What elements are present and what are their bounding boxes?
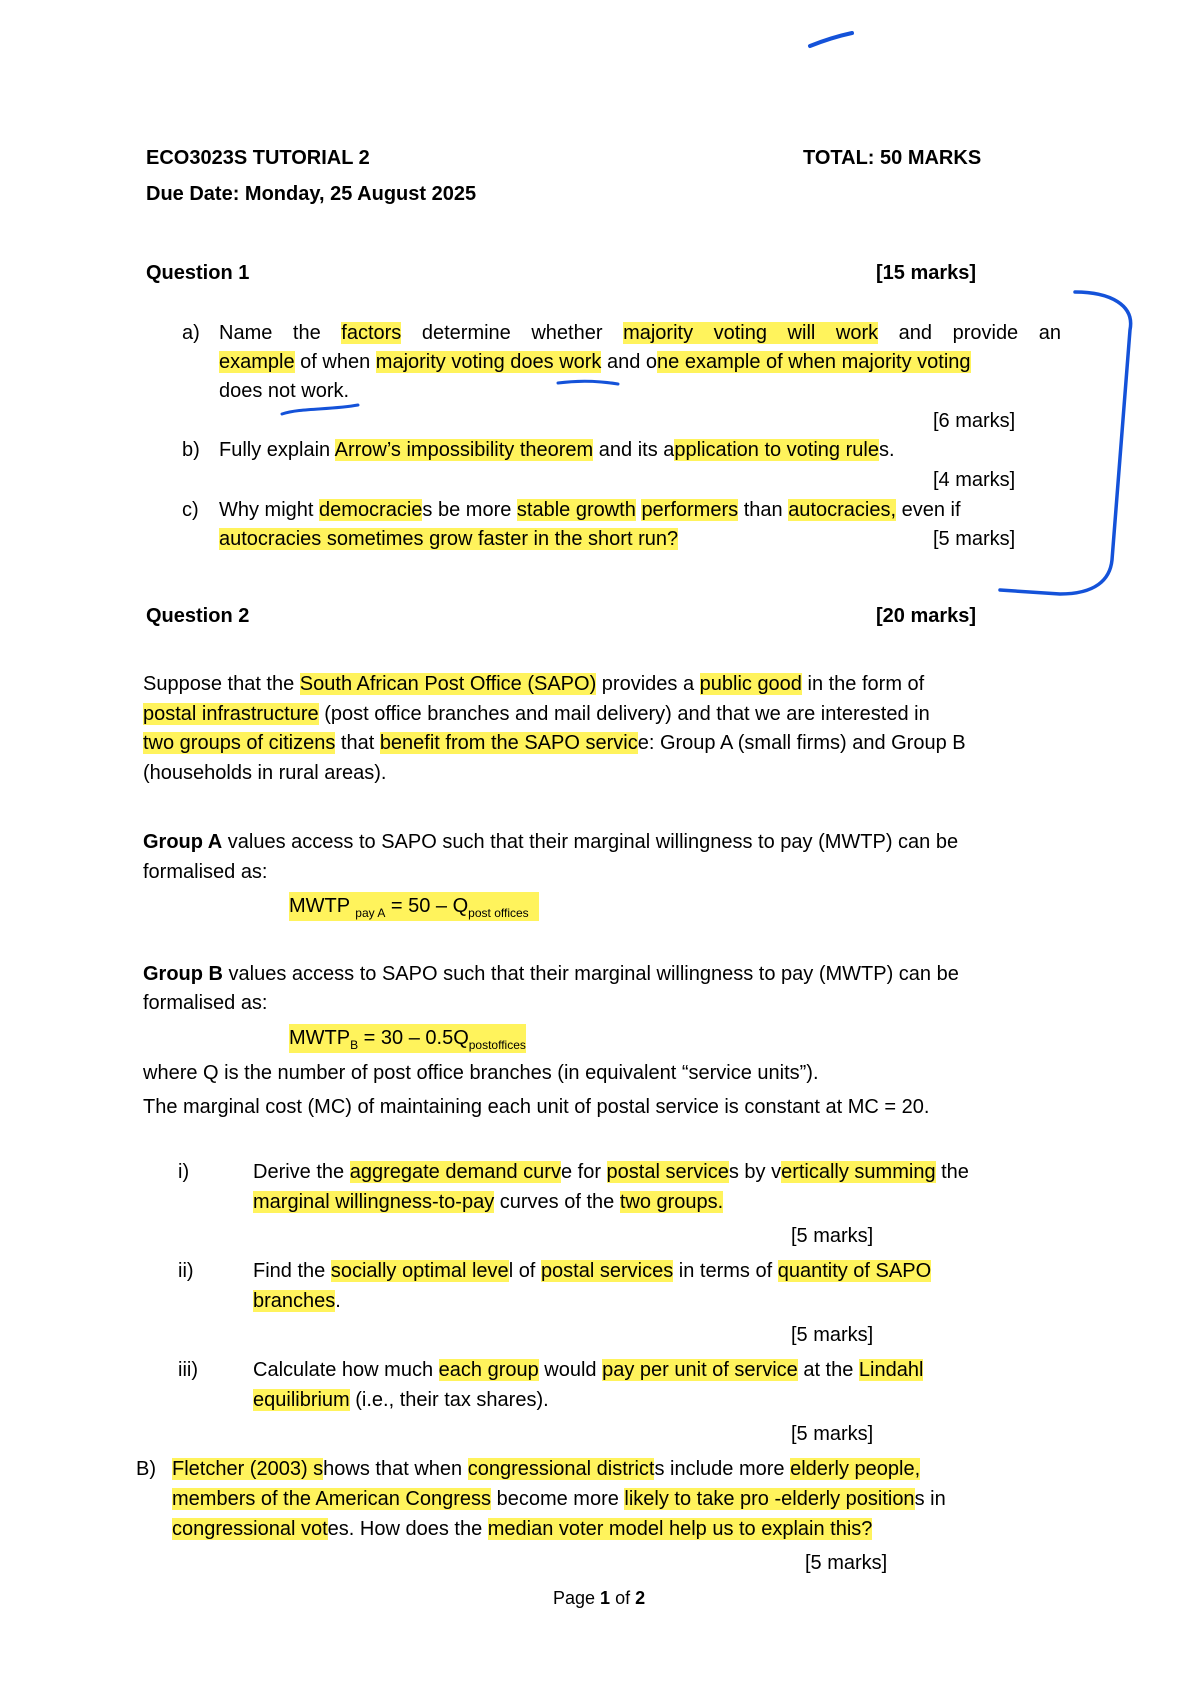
group-a-equation: MWTP $_{pay A} = 50 - Q_{post offices}$ [289,892,539,921]
item-i-line-2: marginal willingness-to-pay curves of the two groups. [253,1191,724,1213]
item-iii-line-1: Calculate how much each group would pay per unit of service at the Lindahl [253,1359,924,1381]
intro-line-3: two groups of citizens that benefit from the SAPO service: Group A (small firms) and Group B [143,732,966,754]
item-ii-label: ii) [178,1260,194,1282]
page-number: Page 1 of 2 [553,1588,646,1608]
item-B-line-2: members of the American Congress become more likely to take pro -elderly positions in [172,1488,946,1510]
question-1-title: Question 1 [146,262,250,284]
item-a-marks: [6 marks] [933,410,1016,432]
item-B-line-3: congressional votes. How does the median voter model help us to explain this? [172,1518,873,1540]
item-c-line-2: autocracies sometimes grow faster in the short run? [219,528,679,550]
total-marks: TOTAL: 50 MARKS [803,147,982,169]
item-a-line-1: Name the factors determine whether majority voting will work and provide an [219,322,1061,344]
item-i-label: i) [178,1161,190,1183]
item-B-marks: [5 marks] [805,1552,888,1574]
question-2-marks: [20 marks] [876,605,977,627]
item-B-line-1: Fletcher (2003) shows that when congressional districts include more elderly people, [172,1458,921,1480]
item-a-label: a) [182,322,200,344]
intro-line-1: Suppose that the South African Post Office (SAPO) provides a public good in the form of [143,673,925,695]
item-i-marks: [5 marks] [791,1225,874,1247]
item-c-label: c) [182,499,199,521]
due-date: Due Date: Monday, 25 August 2025 [146,183,477,205]
item-ii-line-2: branches. [253,1290,341,1312]
item-ii-line-1: Find the socially optimal level of postal services in terms of quantity of SAPO [253,1260,932,1282]
item-c-line-1: Why might democracies be more stable growth performers than autocracies, even if [219,499,961,521]
item-b-marks: [4 marks] [933,469,1016,491]
intro-line-4: (households in rural areas). [143,762,387,784]
item-i-line-1: Derive the aggregate demand curve for postal services by vertically summing the [253,1161,969,1183]
item-iii-line-2: equilibrium (i.e., their tax shares). [253,1389,549,1411]
group-a-line-2: formalised as: [143,861,268,883]
pen-underline-not-work [282,405,358,414]
group-b-line-2: formalised as: [143,992,268,1014]
pen-dash-top [810,33,852,46]
item-ii-marks: [5 marks] [791,1324,874,1346]
question-1-marks: [15 marks] [876,262,977,284]
pen-underline-does-work [558,381,618,384]
group-b-line-1: Group B values access to SAPO such that their marginal willingness to pay (MWTP) can be [143,963,959,985]
item-b-label: b) [182,439,200,461]
question-2-title: Question 2 [146,605,250,627]
item-a-line-2: example of when majority voting does work and one example of when majority voting [219,351,971,373]
item-c-marks: [5 marks] [933,528,1016,550]
intro-line-2: postal infrastructure (post office branches and mail delivery) and that we are interested in [143,703,930,725]
marginal-cost-text: The marginal cost (MC) of maintaining each unit of postal service is constant at MC = 20. [143,1096,930,1118]
group-b-equation: $MWTP_B = 30 - 0.5Q_{postoffices}$ [289,1024,526,1053]
course-title: ECO3023S TUTORIAL 2 [146,147,370,169]
item-B-label: B) [136,1458,156,1480]
item-iii-label: iii) [178,1359,198,1381]
item-iii-marks: [5 marks] [791,1423,874,1445]
group-a-line-1: Group A values access to SAPO such that their marginal willingness to pay (MWTP) can be [143,831,959,853]
item-a-line-3: does not work. [219,380,350,402]
item-b-text: Fully explain Arrow’s impossibility theorem and its application to voting rules. [219,439,895,461]
where-q-text: where Q is the number of post office branches (in equivalent “service units”). [143,1062,819,1084]
